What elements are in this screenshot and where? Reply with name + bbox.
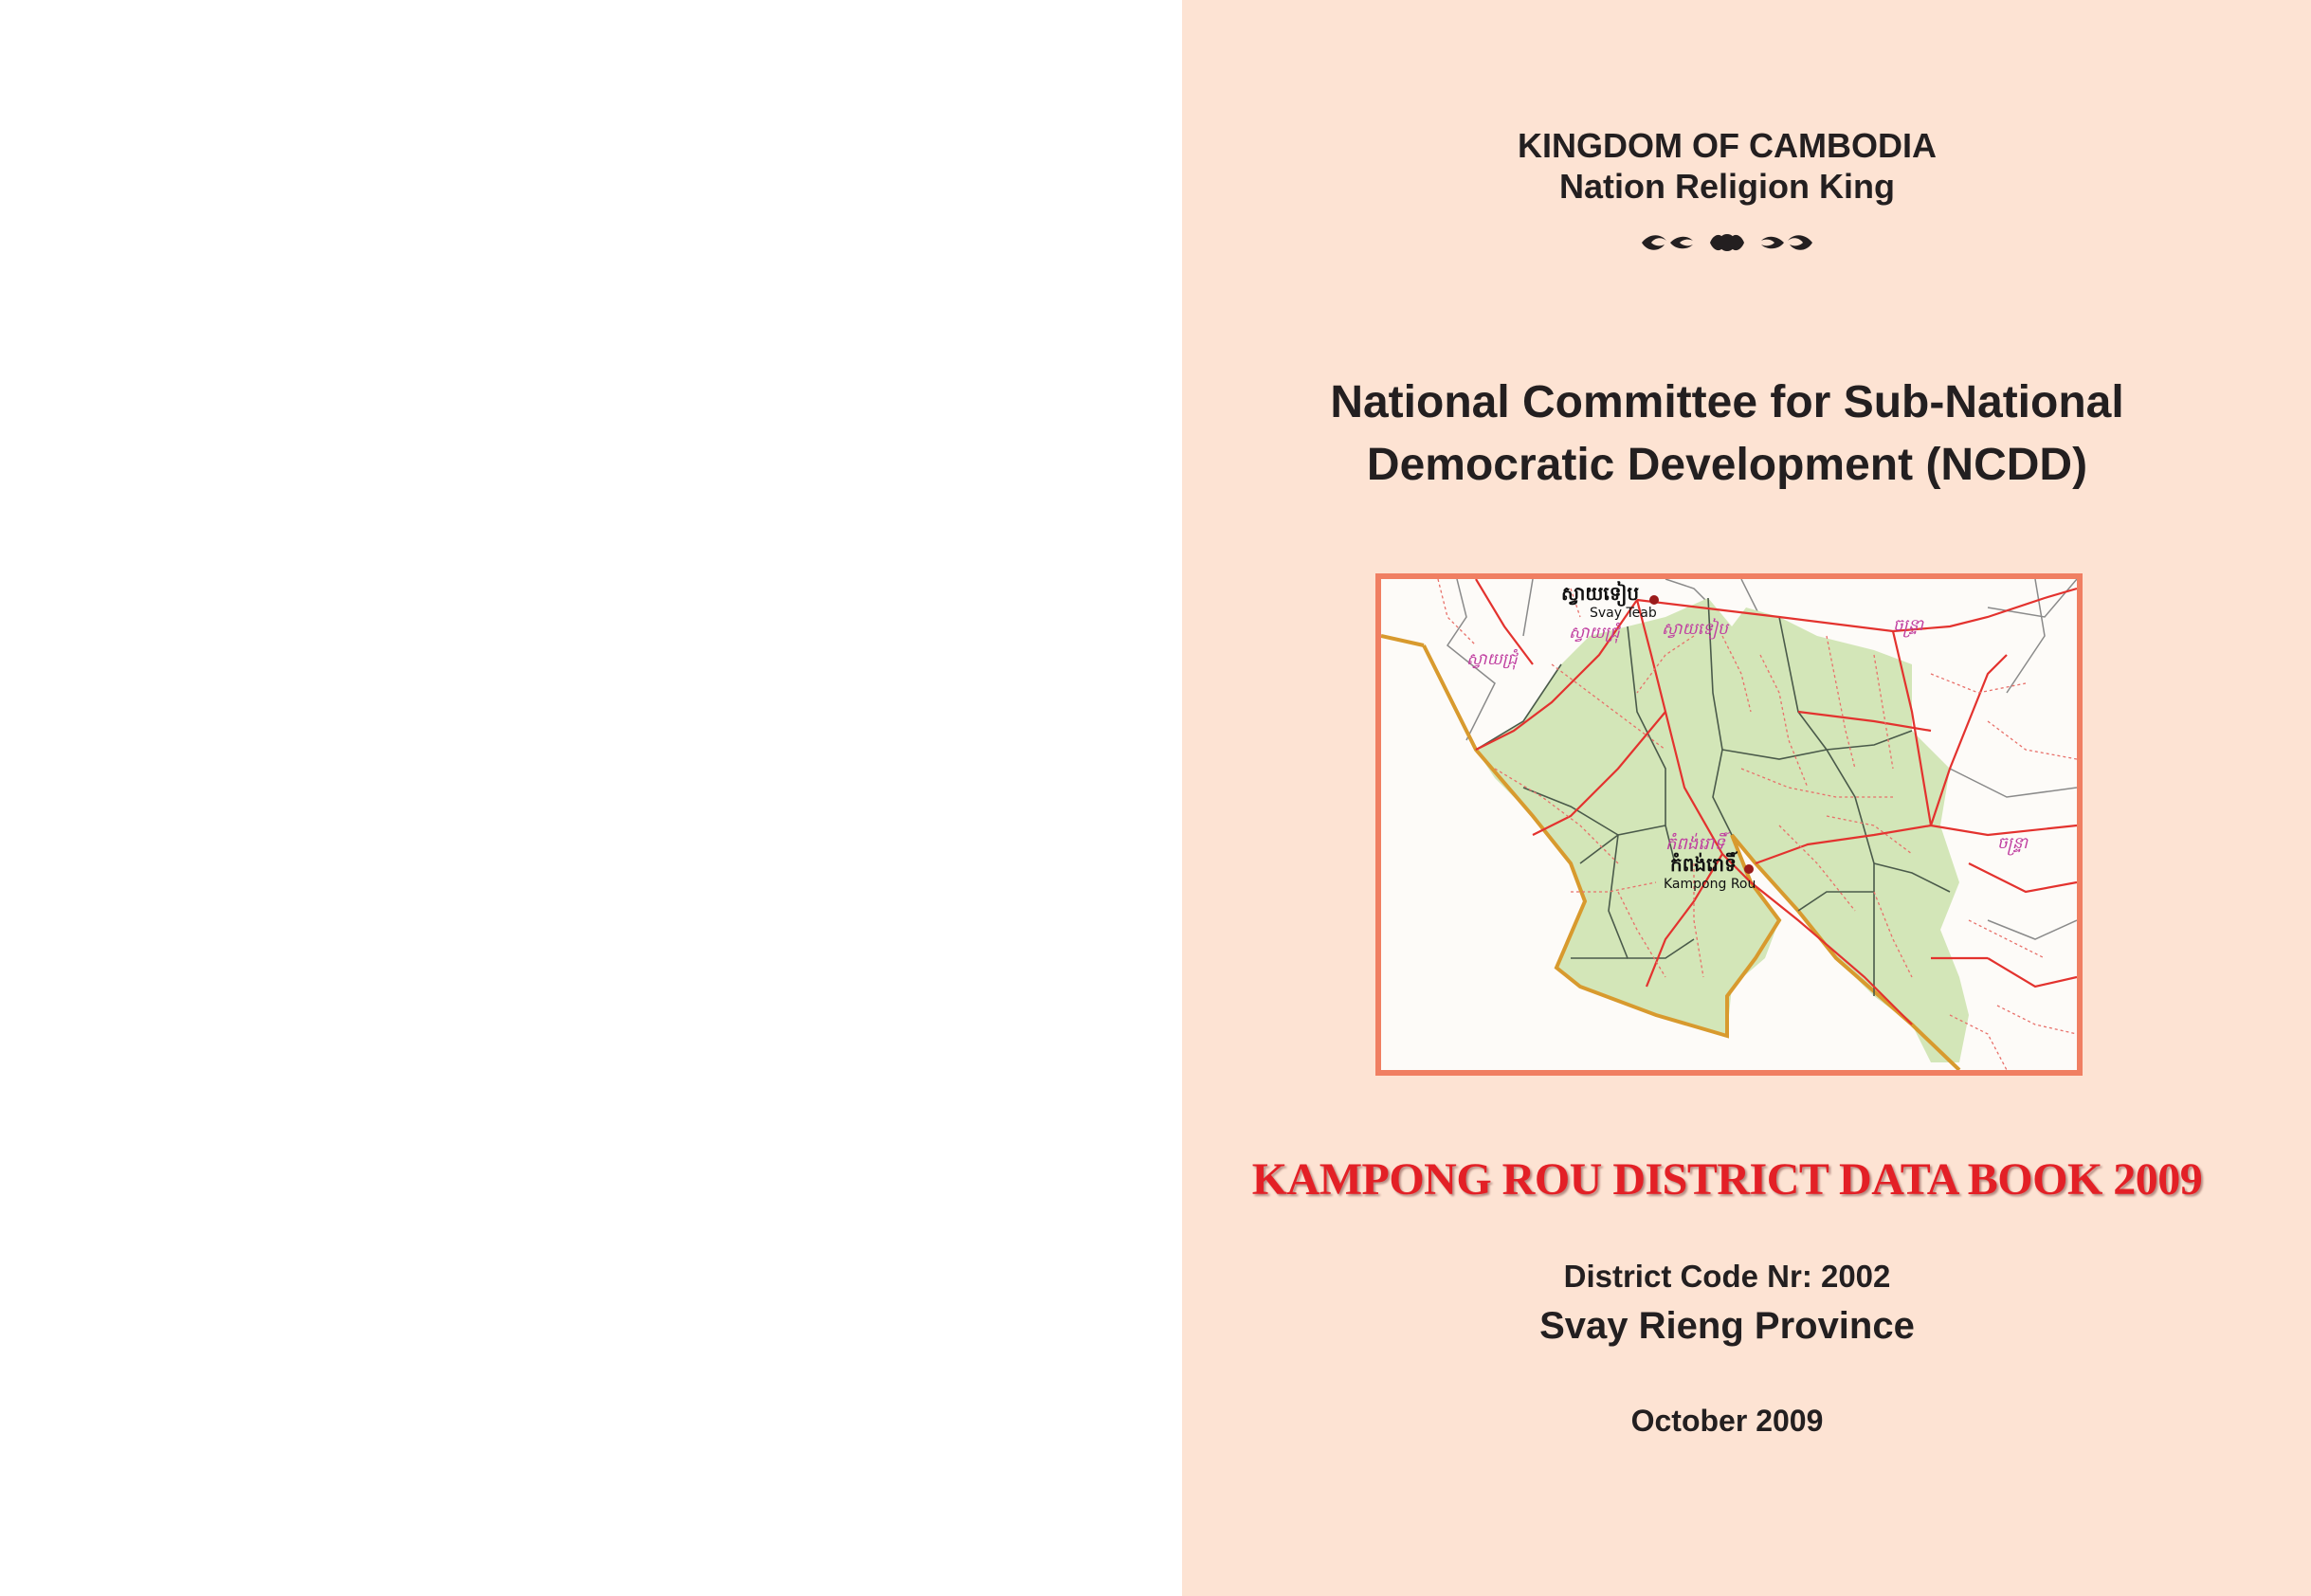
district-area: [1476, 598, 1969, 1062]
map-label-svay-teab-khmer: ស្វាយទៀប: [1561, 582, 1640, 605]
publication-date: October 2009: [1630, 1404, 1824, 1438]
committee-name: [1182, 372, 2272, 497]
map-label-pink-right: ចន្ទ្រា: [1997, 834, 2029, 853]
committee-line-2: Democratic Development (NCDD): [1366, 440, 2088, 490]
district-code: District Code Nr: 2002: [1563, 1259, 1891, 1294]
map-label-pink-top-1: ស្វាយជ្រុំ: [1569, 624, 1620, 643]
map-label-pink-right-top: ចន្ទ្រា: [1893, 616, 1924, 635]
committee-line-1: National Committee for Sub-National: [1330, 377, 2124, 427]
book-title: KAMPONG ROU DISTRICT DATA BOOK 2009: [1251, 1154, 2203, 1205]
map-label-kampong-rou-khmer: កំពង់រោទិ៍: [1670, 853, 1737, 876]
map-label-pink-left: ស្វាយជ្រុំ: [1466, 650, 1518, 669]
kampong-rou-marker: [1744, 864, 1754, 874]
map-label-kampong-rou: Kampong Rou: [1664, 877, 1756, 892]
map-label-svay-teab: Svay Teab: [1590, 606, 1657, 621]
cover-page: [1182, 0, 2311, 1596]
province-name: Svay Rieng Province: [1539, 1305, 1915, 1347]
map-label-pink-top-2: ស្វាយទៀប: [1662, 620, 1728, 639]
district-map-drawing: [1381, 579, 2077, 1070]
svay-teab-marker: [1649, 595, 1659, 605]
decorative-ornament-icon: [1632, 226, 1822, 260]
district-map: [1375, 573, 2083, 1076]
country-heading: KINGDOM OF CAMBODIA: [1518, 126, 1937, 165]
national-motto: Nation Religion King: [1559, 167, 1895, 206]
map-label-pink-center: កំពង់រោទិ៍: [1665, 834, 1725, 854]
